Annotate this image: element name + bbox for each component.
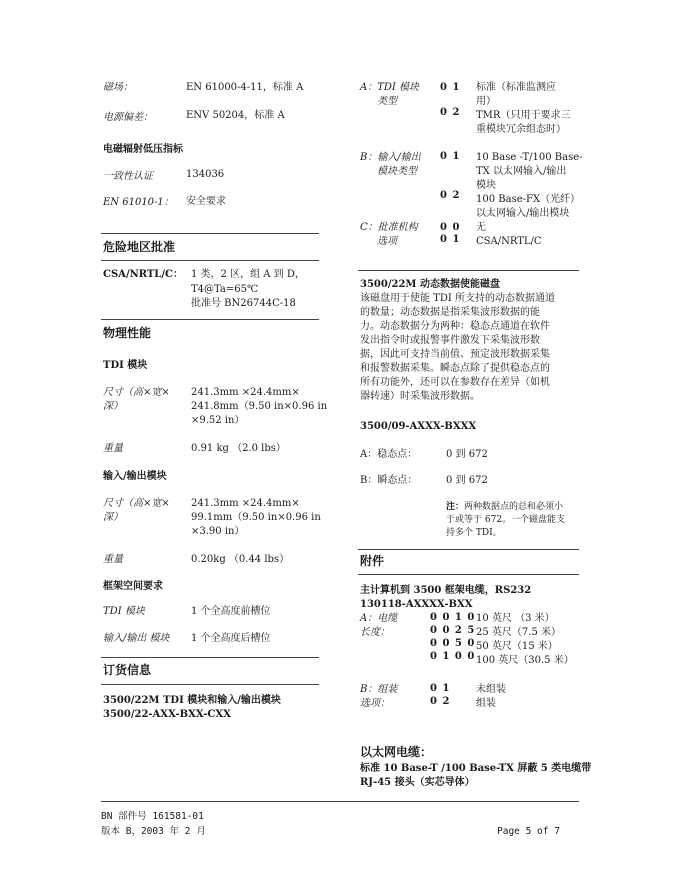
divider <box>358 574 579 575</box>
cable-b-label-1: 选项： <box>360 698 390 709</box>
opt-a-label-1: 类型 <box>377 96 397 107</box>
divider <box>101 319 319 320</box>
rack-title: 框架空间要求 <box>103 581 163 592</box>
emc-value-power: ENV 50204，标准 A <box>186 110 285 121</box>
cable-a-code-1: 0 0 2 5 <box>430 625 476 636</box>
opt-c-label-1: 选项 <box>377 236 397 247</box>
hazard-line-0: 1 类，2 区，组 A 到 D， <box>191 269 305 280</box>
cable-a-code-0: 0 0 1 0 <box>430 612 476 623</box>
divider <box>101 657 319 658</box>
footer-version: 版本 B，2003 年 2 月 <box>101 826 206 837</box>
opt-a-code-0: 0 1 <box>440 82 461 93</box>
divider <box>101 233 319 234</box>
cable-a-value-2: 50 英尺（15 米） <box>476 641 558 652</box>
cable-b-value-0: 未组装 <box>476 684 506 695</box>
io-dim-line-1: 99.1mm（9.50 in×0.96 in <box>191 512 321 523</box>
rack-value-1: 1 个全高度后槽位 <box>191 633 271 644</box>
hazard-line-2: 批准号 BN26744C-18 <box>191 298 296 309</box>
io-weight: 0.20kg （0.44 lbs） <box>191 554 290 565</box>
note-label: 注： <box>446 502 465 512</box>
note-text-0: 两种数据点的总和必须小 <box>464 502 564 512</box>
dyn-para-7: 器转速）时采集波形数据。 <box>360 391 480 402</box>
rack-label-1: 输入/输出 模块 <box>103 633 170 644</box>
opt-b-label-1: 模块类型 <box>377 166 417 177</box>
rack-label-0: TDI 模块 <box>103 606 145 617</box>
footer-rule <box>101 801 579 802</box>
tdi-dim-label-1: 深） <box>103 401 123 412</box>
emc-low-value-1: 安全要求 <box>186 196 226 207</box>
tdi-dim-line-0: 241.3mm ×24.4mm× <box>191 387 300 398</box>
opt-a-desc-0-0: 标准（标准监测应 <box>476 82 556 93</box>
opt-a-desc-1-1: 重模块冗余组态时） <box>476 124 566 135</box>
hazard-line-1: T4@Ta=65℃ <box>191 284 259 295</box>
emc-low-label-0: 一致性认证 <box>103 171 153 182</box>
footer-part-number: BN 部件号 161581-01 <box>101 811 204 822</box>
opt-b-code-0: 0 1 <box>440 151 461 162</box>
dyn-opt-label-1: B：瞬态点： <box>360 475 418 486</box>
opt-b-desc-0-2: 模块 <box>476 180 496 191</box>
note-line-1: 于或等于 672。一个磁盘能支 <box>446 515 566 525</box>
tdi-weight-label: 重量 <box>103 443 123 454</box>
opt-a-desc-0-1: 用） <box>476 96 496 107</box>
eth-sub-1: RJ-45 接头（实芯导体） <box>360 777 475 788</box>
tdi-dim-line-2: ×9.52 in） <box>191 415 245 426</box>
cable-title: 主计算机到 3500 框架电缆，RS232 <box>360 585 532 596</box>
cable-a-value-1: 25 英尺（7.5 米） <box>476 627 561 638</box>
opt-b-code-1: 0 2 <box>440 190 461 201</box>
cable-a-code-3: 0 1 0 0 <box>430 651 476 662</box>
divider <box>101 684 319 685</box>
eth-sub-0: 标准 10 Base-T /100 Base-TX 屏蔽 5 类电缆带 <box>360 763 592 774</box>
opt-c-code-1: 0 1 <box>440 234 461 245</box>
divider <box>358 270 579 271</box>
rack-value-0: 1 个全高度前槽位 <box>191 606 271 617</box>
divider <box>358 549 579 550</box>
cable-b-label-0: B：组装 <box>360 684 398 695</box>
opt-b-desc-0-0: 10 Base -T/100 Base- <box>476 152 583 163</box>
tdi-weight: 0.91 kg （2.0 lbs） <box>191 443 286 454</box>
tdi-title: TDI 模块 <box>103 360 148 371</box>
acc-title: 附件 <box>360 554 385 568</box>
io-dim-label-0: 尺寸（高×宽× <box>103 498 170 509</box>
dyn-para-3: 发出指令时或报警事件激发下采集波形数 <box>360 335 540 346</box>
cable-a-label-1: 长度： <box>360 627 390 638</box>
tdi-dim-line-1: 241.8mm（9.50 in×0.96 in <box>191 401 328 412</box>
footer-page-number: Page 5 of 7 <box>497 826 560 837</box>
dyn-para-1: 的数量；动态数据是指采集波形数据的能 <box>360 307 540 318</box>
dyn-opt-value-1: 0 到 672 <box>446 475 488 486</box>
io-title: 输入/输出模块 <box>103 471 167 482</box>
opt-c-desc-1: CSA/NRTL/C <box>476 236 542 247</box>
dyn-para-2: 力。动态数据分为两种：稳态点通道在软件 <box>360 321 550 332</box>
dyn-para-5: 和报警数据采集。瞬态点除了提供稳态点的 <box>360 363 550 374</box>
cable-code: 130118-AXXXX-BXX <box>360 599 473 610</box>
cable-a-code-2: 0 0 5 0 <box>430 638 476 649</box>
cable-b-code-0: 0 1 <box>430 683 451 694</box>
dyn-opt-label-0: A：稳态点： <box>360 449 418 460</box>
emc-low-label-1: EN 61010-1： <box>103 197 174 208</box>
dyn-opt-value-0: 0 到 672 <box>446 449 488 460</box>
eth-title: 以太网电缆： <box>360 745 433 759</box>
tdi-dim-label-0: 尺寸（高×宽× <box>103 387 170 398</box>
opt-c-label-0: C：批准机构 <box>360 222 418 233</box>
hazard-title: 危险地区批准 <box>103 240 176 254</box>
dyn-para-4: 据，因此可支持当前值、预定波形数据采集 <box>360 349 550 360</box>
physical-title: 物理性能 <box>103 326 152 340</box>
opt-b-desc-0-1: TX 以太网输入/输出 <box>476 166 567 177</box>
cable-b-code-1: 0 2 <box>430 696 451 707</box>
io-dim-line-0: 241.3mm ×24.4mm× <box>191 498 300 509</box>
cable-a-value-3: 100 英尺（30.5 米） <box>476 655 574 666</box>
io-dim-label-1: 深） <box>103 512 123 523</box>
opt-c-code-0: 0 0 <box>440 222 461 233</box>
opt-a-code-1: 0 2 <box>440 107 461 118</box>
note-line-0 <box>446 501 563 514</box>
cable-b-value-1: 组装 <box>476 698 496 709</box>
opt-a-label-0: A：TDI 模块 <box>360 82 420 93</box>
opt-c-desc-0: 无 <box>476 222 486 233</box>
opt-b-label-0: B：输入/输出 <box>360 152 421 163</box>
io-dim-line-2: ×3.90 in） <box>191 526 245 537</box>
dyn-para-6: 所有功能外，还可以在参数存在差异（如机 <box>360 377 550 388</box>
emc-label-power: 电源偏差： <box>103 112 153 123</box>
cable-a-value-0: 10 英尺 （3 米） <box>476 613 555 624</box>
emc-label-magnetic: 磁场： <box>103 82 133 93</box>
emc-value-magnetic: EN 61000-4-11，标准 A <box>186 82 304 93</box>
divider <box>101 260 319 261</box>
io-weight-label: 重量 <box>103 554 123 565</box>
dyn-para-0: 该磁盘用于使能 TDI 所支持的动态数据通道 <box>360 293 555 304</box>
order-sub-1: 3500/22M TDI 模块和输入/输出模块 <box>103 695 281 706</box>
hazard-label: CSA/NRTL/C： <box>103 269 183 280</box>
dyn-code: 3500/09-AXXX-BXXX <box>360 421 477 432</box>
order-title: 订货信息 <box>103 663 152 677</box>
note-line-2: 持多个 TDI。 <box>446 528 502 538</box>
order-sub-2: 3500/22-AXX-BXX-CXX <box>103 709 231 720</box>
cable-a-label-0: A：电缆 <box>360 613 398 624</box>
dyn-title: 3500/22M 动态数据使能磁盘 <box>360 279 500 290</box>
opt-a-desc-1-0: TMR（只用于要求三 <box>476 110 571 121</box>
opt-b-desc-1-1: 以太网输入/输出模块 <box>476 208 570 219</box>
emc-low-value-0: 134036 <box>186 169 225 180</box>
emc-low-title: 电磁辐射低压指标 <box>103 144 183 155</box>
opt-b-desc-1-0: 100 Base-FX（光纤） <box>476 194 581 205</box>
